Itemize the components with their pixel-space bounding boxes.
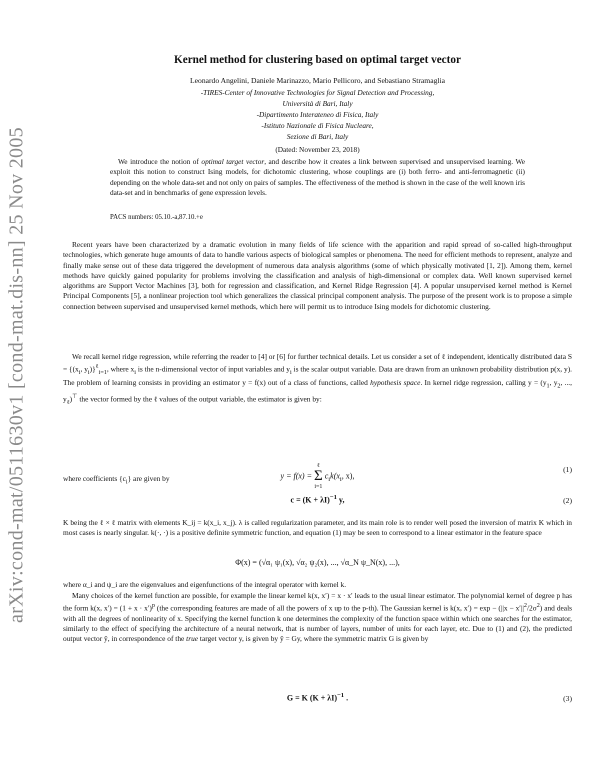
arxiv-watermark: [2, 90, 32, 660]
dated-line: (Dated: November 23, 2018): [275, 145, 360, 154]
paragraph-ridge-regression: We recall kernel ridge regression, while referring the reader to [4] or [6] for further technical details. Let us consider a set of ℓ independent, identically distributed data $S = \{(x_i$, $y_i)\}^\ell_{i=1}$, where $x_i$ is the n-dimensional vector of input variables and $y_i$ is the scalar output variable. Data are drawn from an unknown probability distribution p(x, y). The problem of learning consists in providing an estimator y = f(x) out of a class of functions, called hypothesis space. In kernel ridge regression, calling $y = (y_1$, $y_2$, ..., $y_\ell)^⊤$ the vector formed by the ℓ values of the output variable, the estimator is given by:: [63, 352, 573, 407]
paragraph-eigen: where α_i and ψ_i are the eigenvalues and eigenfunctions of the integral operator with kernel k.: [63, 580, 347, 589]
equation-1: y = f(x) = ℓ Σ i=1 $c_ik(x_i$, x), (1): [280, 463, 572, 490]
affiliation-4: -Istituto Nazionale di Fisica Nucleare,: [261, 121, 374, 130]
author-list: Leonardo Angelini, Daniele Marinazzo, Mario Pellicoro, and Sebastiano Stramaglia: [190, 76, 445, 85]
affiliation-3: -Dipartimento Interateneo di Fisica, Italy: [256, 110, 379, 119]
affiliation-2: Università di Bari, Italy: [282, 99, 353, 108]
pacs-numbers: PACS numbers: 05.10.-a,87.10.+e: [110, 214, 203, 221]
paragraph-intro: Recent years have been characterized by a dramatic evolution in many fields of life science with the apparition and rapid spread of so-called high-throughput technologies, which generate huge amounts of data to handle various aspects of biological samples or phenomena. The need for efficient methods to represent, analyze and finally make sense out of these data triggered the development of numerous data analysis algorithms (some of which physically motivated [1, 2]). Among them, kernel methods have quickly gained popularity for problems involving the classification and analysis of high-dimensional or complex data. Well known supervised kernel algorithms are Support Vector Machines [3], both for regression and classification, and Kernel Ridge Regression [4]. A popular unsupervised kernel method is Kernel Principal Components [5], a nonlinear projection tool which generalizes the classical principal component analysis. The purpose of the present work is to propose a simple connection between supervised and unsupervised kernel methods, which here will permit us to introduce Ising models for dichotomic clustering.: [63, 240, 572, 311]
equation-3: G = K $(K + \lambda I)^{-1}$ . (3): [286, 692, 572, 703]
coefficients-line: where coefficients $\{c_i\}$ are given by: [63, 474, 170, 486]
equation-2-number: (2): [563, 496, 572, 505]
abstract: We introduce the notion of optimal target vector, and describe how it creates a link between supervised and unsupervised learning. We exploit this notion to construct Ising models, for dichotomic clustering, whose couplings are (i) both ferro- and anti-ferromagnetic (ii) depending on the whole data-set and not only on pairs of samples. The effectiveness of the method is shown in the case of the well known iris data-set and in benchmarks of gene expression levels.: [110, 157, 525, 198]
equation-1-number: (1): [563, 465, 572, 474]
equation-feature-map: Φ(x) = (√α₁ ψ₁(x), √α₂ ψ₂(x), ..., √α_N ψ_N(x), ...),: [235, 558, 400, 567]
equation-3-number: (3): [563, 694, 572, 703]
paper-title: Kernel method for clustering based on optimal target vector: [174, 54, 461, 66]
abstract-emphasis: optimal target vector: [201, 157, 265, 166]
true-emphasis: true: [186, 634, 199, 644]
affiliation-1: -TIRES-Center of Innovative Technologies for Signal Detection and Processing,: [200, 88, 435, 97]
arxiv-id: arXiv:cond-mat/0511630v1 [cond-mat.dis-nn] 25 Nov 2005: [5, 127, 28, 623]
hypothesis-space-emphasis: hypothesis space: [370, 378, 421, 388]
paragraph-kernel-matrix: K being the ℓ × ℓ matrix with elements K_ij = k(x_i, x_j). λ is called regularization parameter, and its main role is to render well posed the inversion of matrix K which in most cases is nearly singular. k(·, ·) is a positive definite symmetric function, and equation (1) may be seen to correspond to a linear estimator in the feature space: [63, 518, 572, 538]
paragraph-kernel-choices: Many choices of the kernel function are possible, for example the linear kernel k(x, x′) = x · x′ leads to the usual linear estimator. The polynomial kernel of degree p has the form k(x, $x') = (1 + x \cdot x')^p$ (the corresponding features are made of all the powers of x up to the p-th). The Gaussian kernel is k(x, $x') = \exp - (||x - x'||^2/2\sigma^2)$ and deals with all the degrees of nonlinearity of x. Specifying the kernel function k one determines the complexity of the function space within which one searches for the estimator, similarly to the effect of specifying the architecture of a neural network, that is number of layers, number of units for each layer, etc. Due to (1) and (2), the predicted output vector ŷ, in correspondence of the true target vector y, is given by ŷ = Gy, where the symmetric matrix G is given by: [63, 591, 573, 644]
equation-2: $c = (K + \lambda I)^{-1}$ y, (2): [290, 494, 572, 505]
affiliation-5: Sezione di Bari, Italy: [286, 132, 349, 141]
